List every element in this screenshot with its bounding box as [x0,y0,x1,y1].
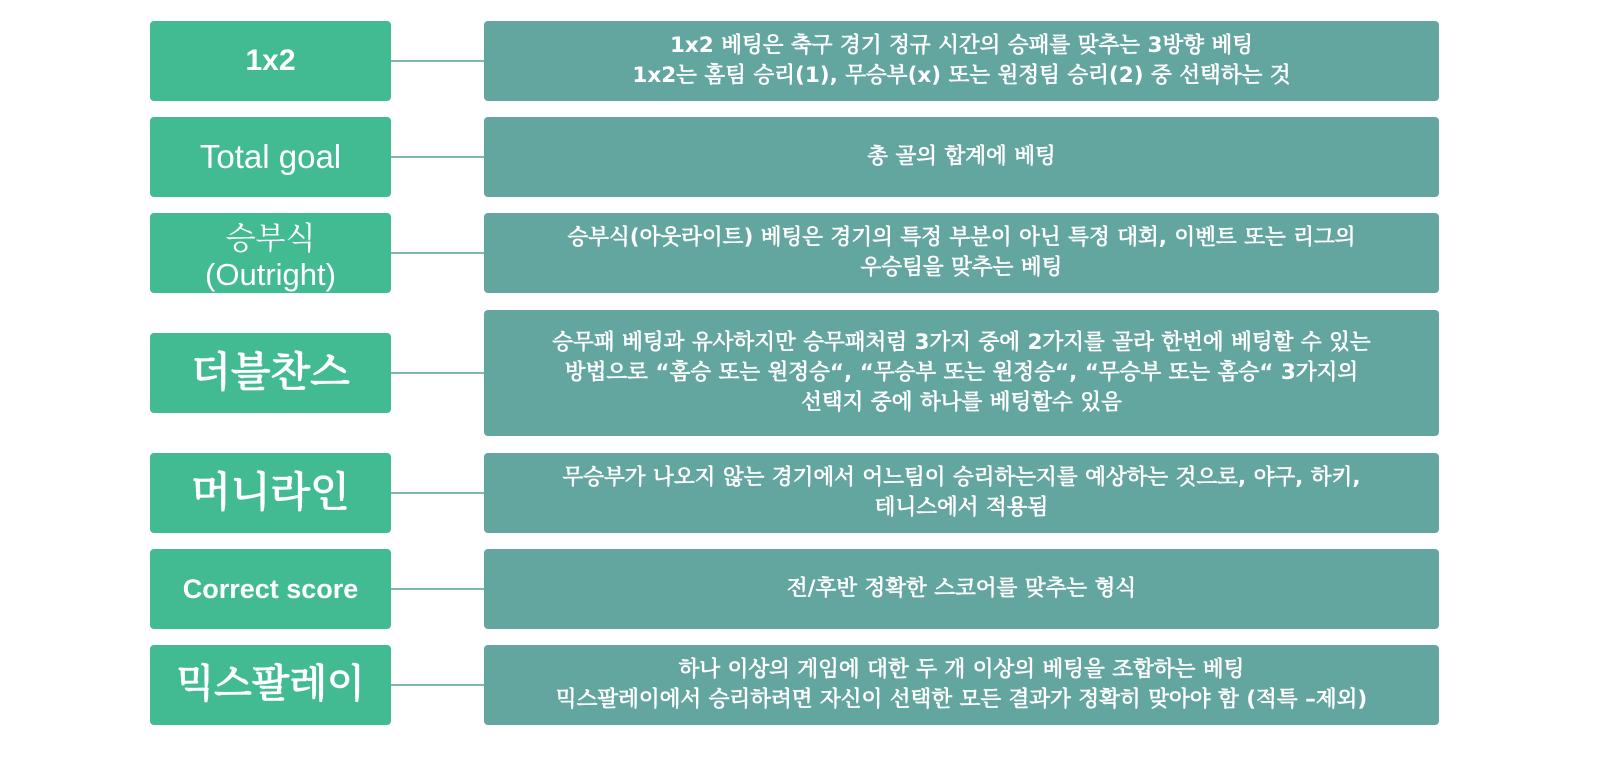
connector-line [391,252,484,254]
term-label: 승부식 (Outright) [205,221,336,292]
connector-line [391,156,484,158]
term-box-1x2 [150,21,391,101]
connector-line [391,60,484,62]
description-line: 총 골의 합계에 베팅 [867,143,1056,169]
description-line: 승무패 베팅과 유사하지만 승무패처럼 3가지 중에 2가지를 골라 한번에 베팅할 수 있는 [552,329,1371,355]
description-box-correct-score [484,549,1439,629]
description-line: 방법으로 “홈승 또는 원정승“, “무승부 또는 원정승“, “무승부 또는 홈승“ 3가지의 [564,359,1359,385]
description-line: 승부식(아웃라이트) 베팅은 경기의 특정 부분이 아닌 특정 대회, 이벤트 또는 리그의 [567,224,1356,250]
description-line: 테니스에서 적용됨 [874,495,1049,520]
term-label: 1x2 [245,44,296,78]
term-label: Total goal [199,137,342,175]
description-line: 우승팀을 맞추는 베팅 [860,255,1063,280]
term-box-mix-parlay [150,645,391,725]
term-label: 더블찬스 [191,349,350,396]
connector-line [391,372,484,374]
description-box-moneyline [484,453,1439,533]
term-label: 믹스팔레이 [176,662,365,706]
connector-line [391,588,484,590]
description-line: 무승부가 나오지 않는 경기에서 어느팀이 승리하는지를 예상하는 것으로, 야구, 하키, [562,464,1361,490]
description-line: 전/후반 정확한 스코어를 맞추는 형식 [786,575,1137,601]
term-box-double-chance [150,333,391,413]
description-box-total-goal [484,117,1439,197]
description-box-1x2 [484,21,1439,101]
connector-line [391,492,484,494]
term-box-total-goal [150,117,391,197]
description-box-double-chance [484,310,1439,436]
term-box-outright [150,213,391,293]
description-box-outright [484,213,1439,293]
term-box-correct-score [150,549,391,629]
connector-line [391,684,484,686]
description-box-mix-parlay [484,645,1439,725]
description-line: 1x2 베팅은 축구 경기 정규 시간의 승패를 맞추는 3방향 베팅 [669,32,1254,58]
description-line: 선택지 중에 하나를 베팅할수 있음 [801,390,1122,416]
description-line: 믹스팔레이에서 승리하려면 자신이 선택한 모든 결과가 정확히 맞아야 함 (적특 –제외) [555,687,1368,712]
description-line: 1x2는 홈팀 승리(1), 무승부(x) 또는 원정팀 승리(2) 중 선택하는 것 [632,63,1291,88]
term-label: 머니라인 [191,469,350,516]
term-label: Correct score [182,573,359,604]
term-box-moneyline [150,453,391,533]
description-line: 하나 이상의 게임에 대한 두 개 이상의 베팅을 조합하는 베팅 [678,656,1245,682]
